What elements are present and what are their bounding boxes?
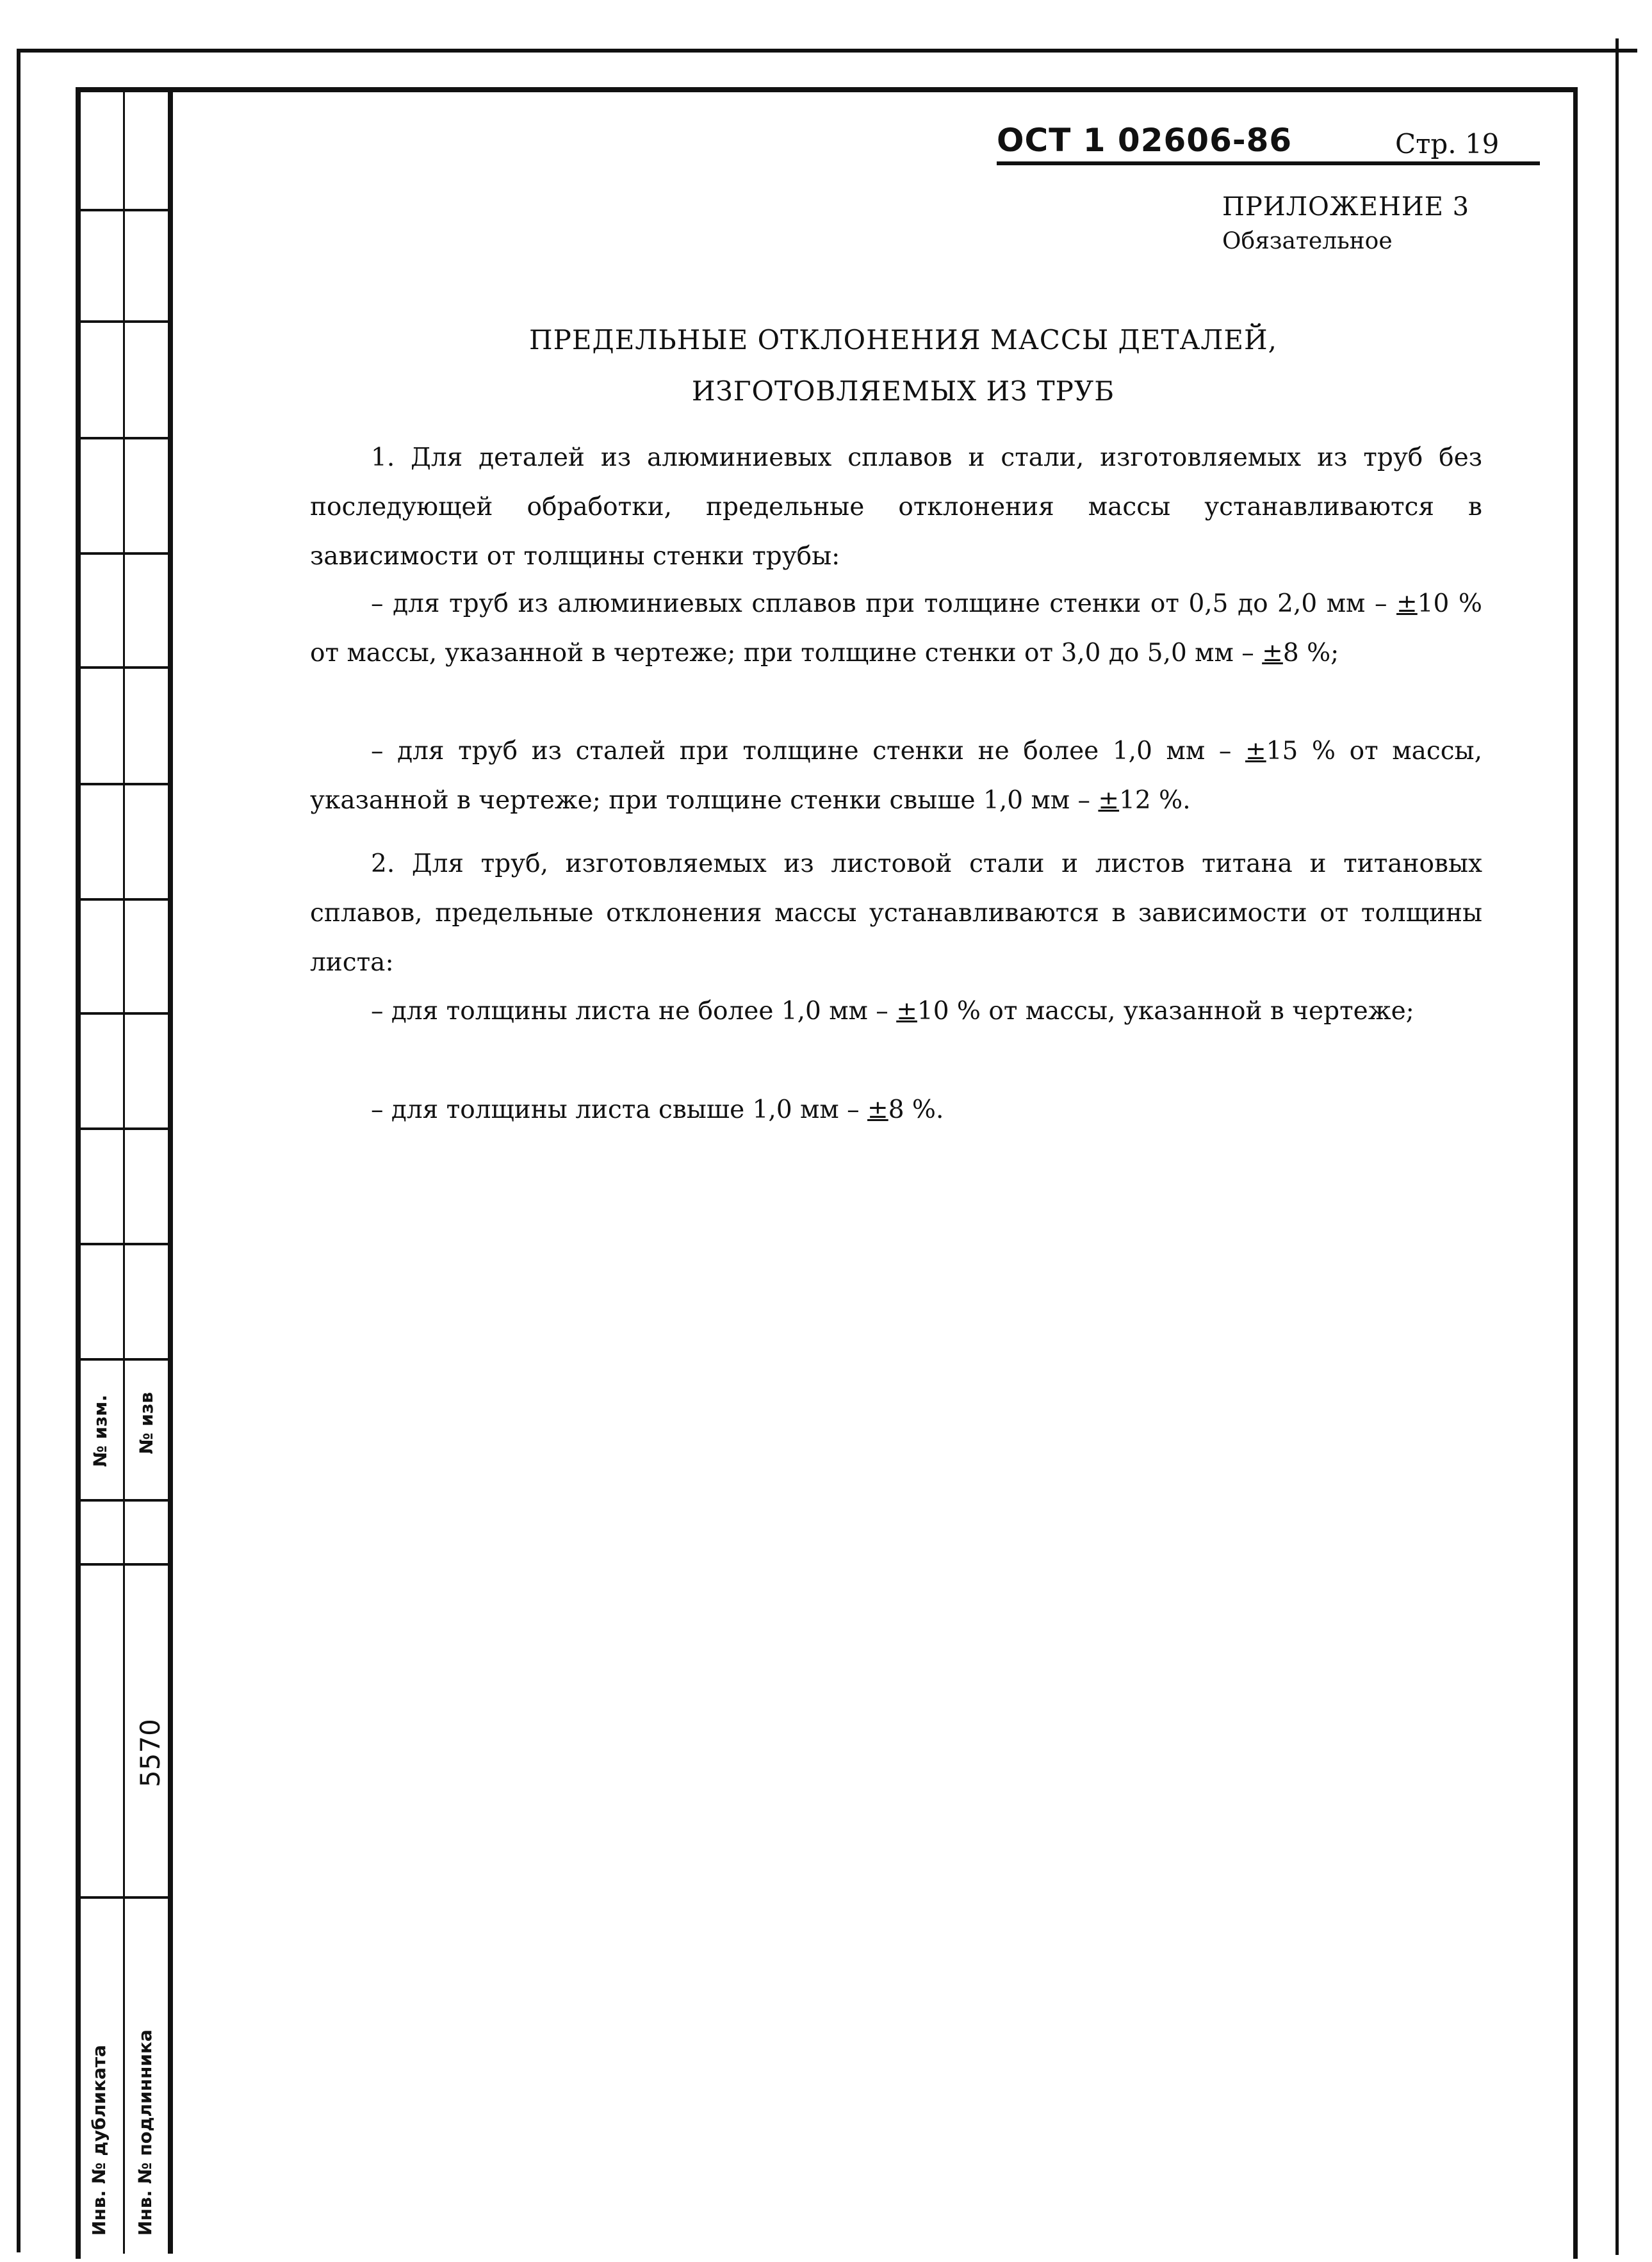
item-text: 8 %. [888,1095,944,1124]
appendix-label: ПРИЛОЖЕНИЕ 3 [1222,192,1470,222]
stamp-row-line [76,1499,173,1502]
item-text: 10 % от массы, указанной в чертеже; [917,997,1414,1026]
paragraph-2: 2. Для труб, изготовляемых из листовой стали и листов титана и титановых сплавов, предельные отклонения массы устанавливаются в зависимости от толщины листа: [310,849,1482,977]
header-underline [997,161,1540,165]
stamp-row-line [76,1358,173,1361]
stamp-row-line [76,1012,173,1015]
section-title-line-2: ИЗГОТОВЛЯЕМЫХ ИЗ ТРУБ [691,375,1115,407]
stamp-row-line [76,1896,173,1899]
stamp-duplicate-inventory-label: Инв. № дубликата [88,2045,110,2236]
section-title-line-1: ПРЕДЕЛЬНЫЕ ОТКЛОНЕНИЯ МАССЫ ДЕТАЛЕЙ, [529,324,1277,356]
plus-minus-sign: ± [1245,737,1266,766]
plus-minus-sign: ± [896,997,917,1026]
paragraph-1-item-steel [310,726,1482,825]
item-text: – для труб из сталей при толщине стенки не более 1,0 мм – [371,737,1232,766]
appendix-status: Обязательное [1222,228,1393,254]
stamp-row-line [76,1563,173,1566]
item-text: 10 % от массы, указанной в чертеже; при толщине стенки от 3,0 до 5,0 мм – [310,589,1482,668]
paragraph-1: 1. Для деталей из алюминиевых сплавов и стали, изготовляемых из труб без последующей обработки, предельные отклонения массы устанавливаются в зависимости от толщины стенки трубы: [310,443,1482,571]
stamp-original-inventory-label: Инв. № подлинника [135,2029,156,2236]
plus-minus-sign: ± [867,1095,888,1124]
stamp-row-line [76,552,173,555]
item-text: – для толщины листа свыше 1,0 мм – [371,1095,860,1124]
item-text: – для толщины листа не более 1,0 мм – [371,997,888,1026]
paragraph-1-item-aluminium [310,579,1482,678]
stamp-row-line [76,898,173,901]
plus-minus-sign: ± [1396,589,1418,618]
page-edge-top [17,49,1637,53]
item-text: – для труб из алюминиевых сплавов при толщине стенки от 0,5 до 2,0 мм – [371,589,1387,618]
stamp-row-line [76,209,173,211]
plus-minus-sign: ± [1262,639,1283,668]
stamp-row-line [76,1243,173,1245]
paragraph-2-item-thin-sheet [310,987,1482,1036]
stamp-row-line [76,320,173,323]
stamp-row-line [76,783,173,785]
plus-minus-sign: ± [1098,786,1120,815]
side-stamp-border [168,87,173,2254]
document-frame [76,87,1578,2259]
stamp-original-inventory-value: 5570 [135,1719,166,1787]
stamp-change-number-label: № изм. [90,1395,111,1467]
item-text: 15 % от массы, указанной в чертеже; при толщине стенки свыше 1,0 мм – [310,737,1482,815]
item-text: 12 %. [1119,786,1191,815]
stamp-row-line [76,1127,173,1130]
side-stamp-column-divider [123,87,125,2254]
stamp-row-line [76,437,173,439]
page-edge-left [17,49,20,2252]
document-code: ОСТ 1 02606-86 [997,122,1293,159]
stamp-row-line [76,666,173,669]
page-number: Стр. 19 [1395,128,1500,160]
item-text: 8 %; [1282,639,1339,668]
paragraph-2-item-thick-sheet [310,1085,1482,1135]
page-edge-right [1615,38,1619,2255]
stamp-notice-number-label: № изв [136,1391,157,1454]
